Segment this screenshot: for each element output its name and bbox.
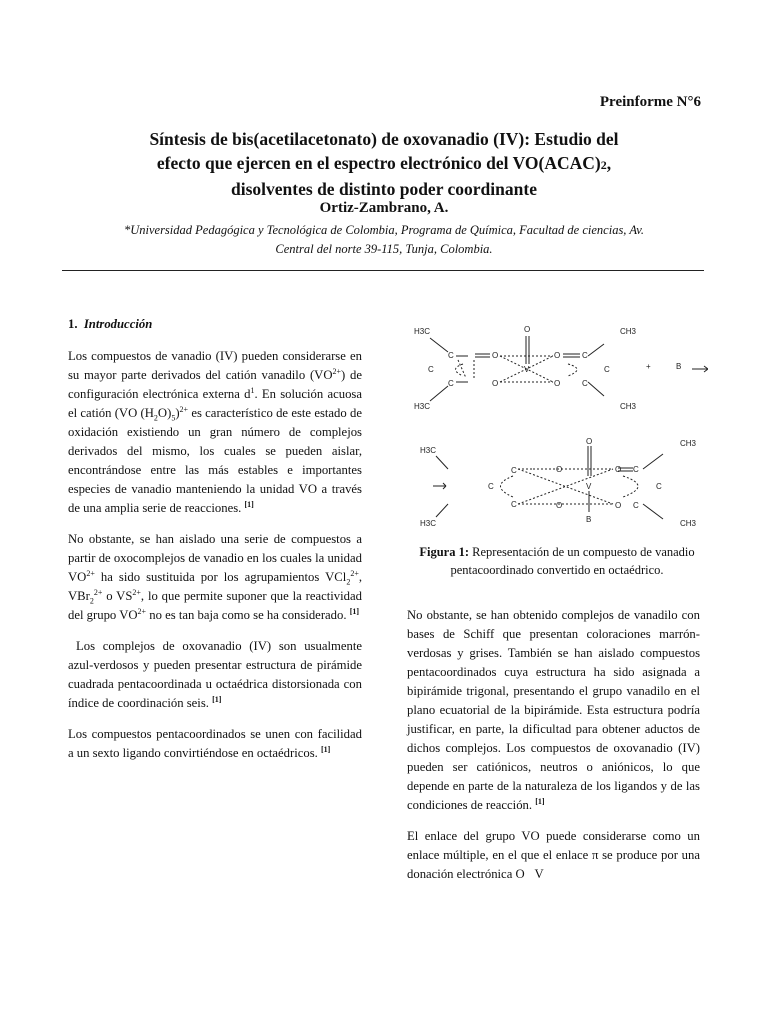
label-h3c-top-1: H3C — [414, 327, 431, 336]
p2-text-d: o VS — [102, 589, 133, 603]
right-column — [407, 606, 700, 896]
title-line-2 — [60, 151, 708, 177]
label-c-5: C — [604, 365, 610, 374]
p1-text-c: . En solución acuosa el catión (VO (H — [68, 387, 362, 420]
label-h3c-top-2: H3C — [414, 402, 431, 411]
report-number: Preinforme N°6 — [599, 94, 701, 110]
header-divider — [62, 270, 704, 271]
label-c-11: C — [656, 482, 662, 491]
p1-text-a: Los compuestos de vanadio (IV) pueden considerarse en su mayor parte derivados del catión vanadilo (VO — [68, 349, 362, 382]
label-c-3: C — [448, 379, 454, 388]
p2-text-f: no es tan baja como se ha considerado. — [146, 608, 347, 622]
intro-paragraph-2 — [68, 530, 362, 625]
p1-sub-1: 2 — [153, 413, 158, 423]
right-paragraph-2: El enlace del grupo VO puede considerarse como un enlace múltiple, en el que el enlace π se produce por una donación electrónica O V — [407, 829, 700, 881]
p1-sub-2: 5 — [171, 413, 176, 423]
label-ch3-bottom-2: CH3 — [680, 519, 697, 528]
p2-sup-4: 2+ — [132, 587, 141, 597]
p2-sup-1: 2+ — [86, 568, 95, 578]
label-h3c-bottom-1: H3C — [420, 446, 437, 455]
label-o-9: O — [615, 465, 622, 474]
p2-sub-1: 2 — [346, 577, 351, 587]
label-c-7: C — [511, 466, 517, 475]
label-v-2: V — [586, 482, 592, 491]
title-line-2-end: , — [606, 153, 612, 173]
p1-text-d: O) — [157, 406, 172, 420]
p2-sub-2: 2 — [89, 596, 94, 606]
label-c-12: C — [633, 501, 639, 510]
p1-sup-3: 2+ — [179, 404, 189, 414]
p1-sup-2: 1 — [250, 385, 255, 395]
citation-ref: [1] — [212, 694, 222, 704]
p2-sup-2: 2+ — [350, 568, 359, 578]
figure-caption — [407, 543, 707, 579]
label-c-9: C — [511, 500, 517, 509]
label-base-b-1: B — [676, 362, 682, 371]
p1-sup-1: 2+ — [332, 366, 342, 376]
label-o-7: O — [556, 501, 563, 510]
p2-text-a: No obstante, se han aislado una serie de compuestos a partir de oxocomplejos de vanadio en los cuales la unidad VO — [68, 532, 362, 584]
paper-title — [60, 127, 708, 201]
p2-sup-5: 2+ — [137, 606, 147, 616]
label-c-6: C — [582, 379, 588, 388]
affiliation — [60, 221, 708, 259]
chemical-structure-svg — [408, 316, 708, 541]
citation-ref: [1] — [244, 499, 254, 509]
p2-text-e: , lo que permite suponer que la reactividad del grupo VO — [68, 589, 362, 622]
p1-text-e: ) — [175, 406, 180, 420]
label-o-4: O — [554, 351, 561, 360]
figure-1-diagram — [408, 316, 708, 541]
label-ch3-top-2: CH3 — [620, 402, 637, 411]
label-plus: + — [646, 362, 651, 371]
affiliation-line-1: *Universidad Pedagógica y Tecnológica de Colombia, Programa de Química, Facultad de ciencias, Av. — [123, 223, 645, 237]
label-o-1: O — [492, 351, 499, 360]
affiliation-line-2: Central del norte 39-115, Tunja, Colombia. — [275, 242, 493, 256]
section-title: Introducción — [83, 317, 153, 331]
citation-ref: [1] — [535, 796, 545, 806]
intro-paragraph-4 — [68, 725, 362, 763]
citation-ref: [1] — [320, 744, 331, 754]
label-o-6: O — [556, 465, 563, 474]
label-o-3: O — [524, 325, 531, 334]
label-v-1: V — [524, 365, 530, 374]
label-c-10: C — [633, 465, 639, 474]
label-ch3-top-1: CH3 — [620, 327, 637, 336]
title-line-2-text: efecto que ejercen en el espectro electrónico del VO(ACAC) — [156, 153, 601, 173]
citation-ref: [1] — [349, 606, 360, 616]
label-o-5: O — [554, 379, 561, 388]
label-ch3-bottom-1: CH3 — [680, 439, 697, 448]
label-c-8: C — [488, 482, 494, 491]
p2-sup-3: 2+ — [93, 587, 103, 597]
author: Ortiz-Zambrano, A. — [319, 200, 449, 216]
p2-text-c: , VBr — [68, 570, 362, 603]
caption-text: Representación de un compuesto de vanadio pentacoordinado convertido en octaédrico. — [450, 545, 695, 577]
label-h3c-bottom-2: H3C — [420, 519, 437, 528]
intro-paragraph-1 — [68, 347, 362, 518]
label-base-b-2: B — [586, 515, 592, 524]
title-line-1: Síntesis de bis(acetilacetonato) de oxovanadio (IV): Estudio del — [149, 129, 619, 149]
section-heading — [68, 315, 362, 334]
p1-text-f: es característico de este estado de oxidación existiendo un gran número de complejos derivados del mismo, los cuales se pueden aislar, encontrándose entre las más estables e importantes especies de vanadio manteniendo la unidad VO a través de una amplia serie de reacciones. — [68, 406, 362, 515]
caption-label: Figura 1: — [419, 545, 470, 559]
intro-paragraph-3 — [68, 637, 362, 713]
p4-text: Los compuestos pentacoordinados se unen con facilidad a un sexto ligando convirtiéndose en octaédricos. — [68, 727, 362, 760]
section-number: 1. — [68, 317, 78, 331]
label-c-4: C — [582, 351, 588, 360]
label-c-2: C — [428, 365, 434, 374]
right-p1-text: No obstante, se han obtenido complejos de vanadilo con bases de Schiff que presentan coloraciones marrón-verdosas y grises. También se han aislado compuestos pentacoordinados cuya estructura ha sido asignada a bipirámide trigonal, presentando el grupo vanadilo en el plano ecuatorial de la bipirámide. Esta estructura podría justificar, en parte, la dificultad para obtener aductos de dichos complejos. Los compuestos de oxovanadio (IV) pueden ser catiónicos, neutros o aniónicos, lo que depende en parte de la naturaleza de los ligandos y de las condiciones de reacción. — [407, 608, 700, 812]
label-o-8: O — [586, 437, 593, 446]
p1-text-b: ) de configuración electrónica externa d — [68, 368, 362, 401]
label-c-1: C — [448, 351, 454, 360]
label-o-10: O — [615, 501, 622, 510]
label-o-2: O — [492, 379, 499, 388]
p3-text: Los complejos de oxovanadio (IV) son usualmente azul-verdosos y pueden presentar estructura de pirámide cuadrada pentacoordinada u octaédrica distorsionada con índice de coordinación seis. — [68, 639, 362, 710]
left-column — [68, 315, 362, 775]
title-subscript: 2 — [600, 158, 607, 172]
title-line-3: disolventes de distinto poder coordinante — [231, 179, 537, 199]
p2-text-b: ha sido sustituida por los agrupamientos VCl — [94, 570, 347, 584]
right-paragraph-1 — [407, 606, 700, 815]
